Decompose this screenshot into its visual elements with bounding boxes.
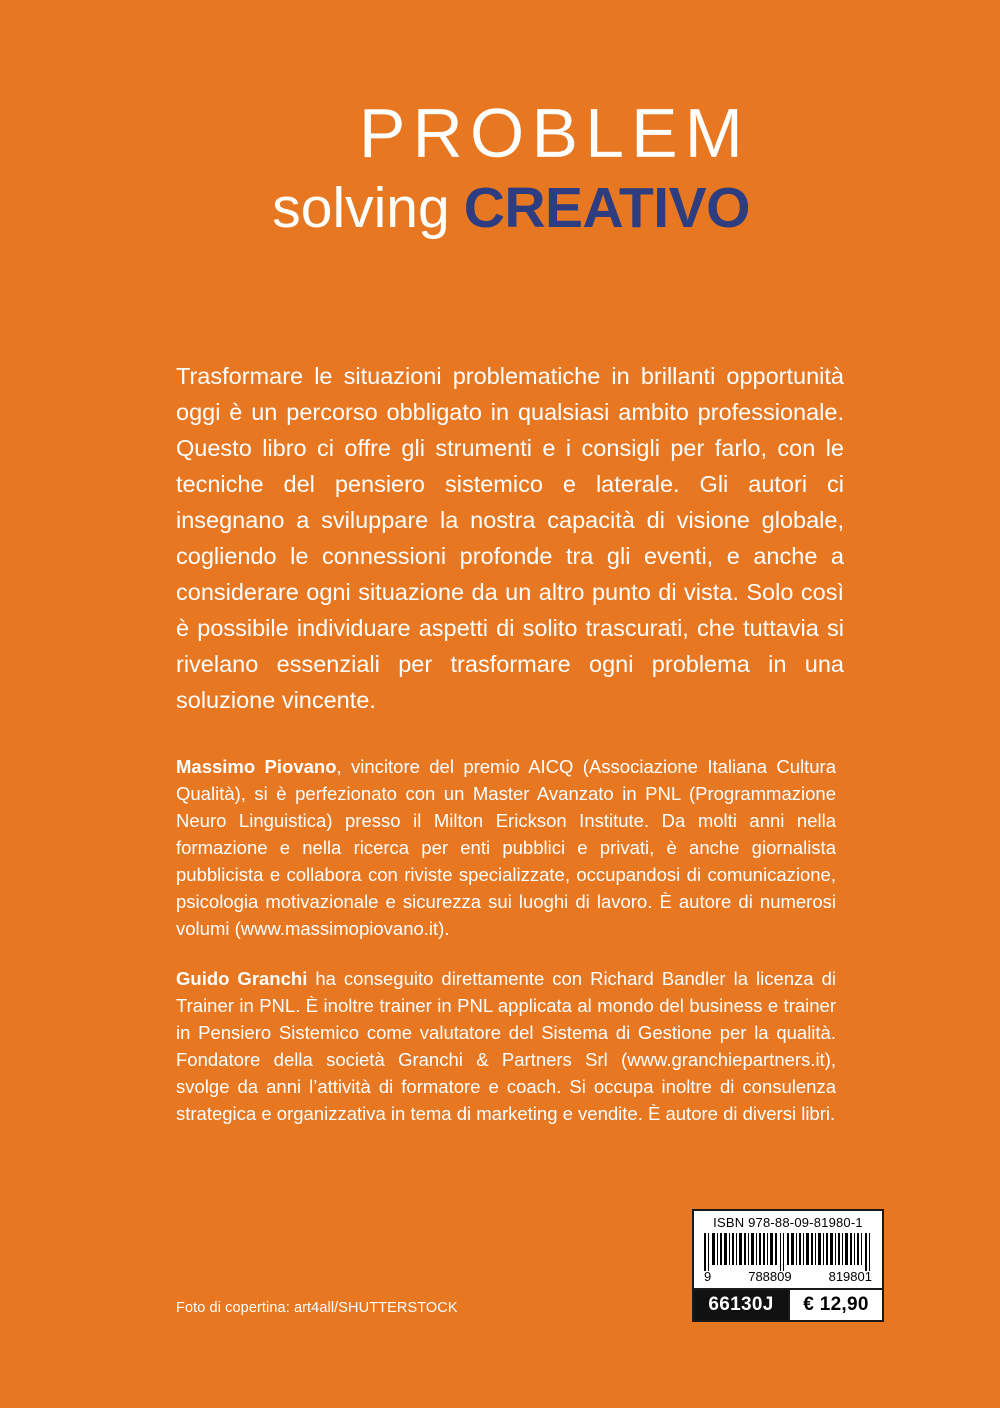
blurb-paragraph: Trasformare le situazioni problematiche in brillanti opportunità oggi è un percorso obbligato in qualsiasi ambito professionale. Questo libro ci offre gli strumenti e i consigli per farlo, con le tecniche del pensiero sistemico e laterale. Gli autori ci insegnano a sviluppare la nostra capacità di visione globale, cogliendo le connessioni profonde tra gli eventi, e anche a considerare ogni situazione da un altro punto di vista. Solo così è possibile individuare aspetti di solito trascurati, che tuttavia si rivelano essenziali per trasformare ogni problema in una soluzione vincente. xyxy=(176,363,844,713)
price-label: € 12,90 xyxy=(788,1290,882,1320)
author-bio-text-2: ha conseguito direttamente con Richard Bandler la licenza di Trainer in PNL. È inoltre trainer in PNL applicata al mondo del business e trainer in Pensiero Sistemico come valutatore del Sistema di Gestione per la qualità. Fondatore della società Granchi & Partners Srl (www.granchiepartners.it), svolge da anni l’attività di formatore e coach. Si occupa inoltre di consulenza strategica e organizzativa in tema di marketing e vendite. È autore di diversi libri. xyxy=(176,968,836,1124)
title-solving: solving xyxy=(272,176,450,240)
author-bios xyxy=(176,753,836,1127)
title-second-line xyxy=(0,176,750,240)
ean-left-digit: 9 xyxy=(704,1269,712,1284)
ean-digits-row xyxy=(704,1270,872,1284)
title-problem: PROBLEM xyxy=(358,94,750,172)
isbn-label: ISBN 978-88-09-81980-1 xyxy=(713,1215,863,1230)
author-name-2: Guido Granchi xyxy=(176,968,308,989)
ean-group-1: 788809 xyxy=(748,1269,792,1284)
photo-credit: Foto di copertina: art4all/SHUTTERSTOCK xyxy=(176,1300,458,1316)
author-name-1: Massimo Piovano xyxy=(176,756,337,777)
internal-code: 66130J xyxy=(694,1290,788,1320)
barcode-lower-row xyxy=(694,1288,882,1320)
author-bio-2 xyxy=(176,965,836,1127)
back-cover-blurb xyxy=(176,358,844,718)
author-bio-text-1: , vincitore del premio AICQ (Associazione Italiana Cultura Qualità), si è perfezionato con un Master Avanzato in PNL (Programmazione Neuro Linguistica) presso il Milton Erickson Institute. Da molti anni nella formazione e nella ricerca per enti pubblici e privati, è anche giornalista pubblicista e collabora con riviste specializzate, occupandosi di comunicazione, psicologia motivazionale e sicurezza sui luoghi di lavoro. È autore di numerosi volumi (www.massimopiovano.it). xyxy=(176,756,836,939)
author-bio-1 xyxy=(176,753,836,942)
ean-group-2: 819801 xyxy=(828,1269,872,1284)
ean13-barcode-icon xyxy=(704,1233,872,1271)
barcode-upper-area xyxy=(694,1211,882,1288)
title-creativo: CREATIVO xyxy=(463,176,750,240)
book-title-block xyxy=(0,96,750,240)
isbn-barcode-block xyxy=(692,1209,884,1322)
